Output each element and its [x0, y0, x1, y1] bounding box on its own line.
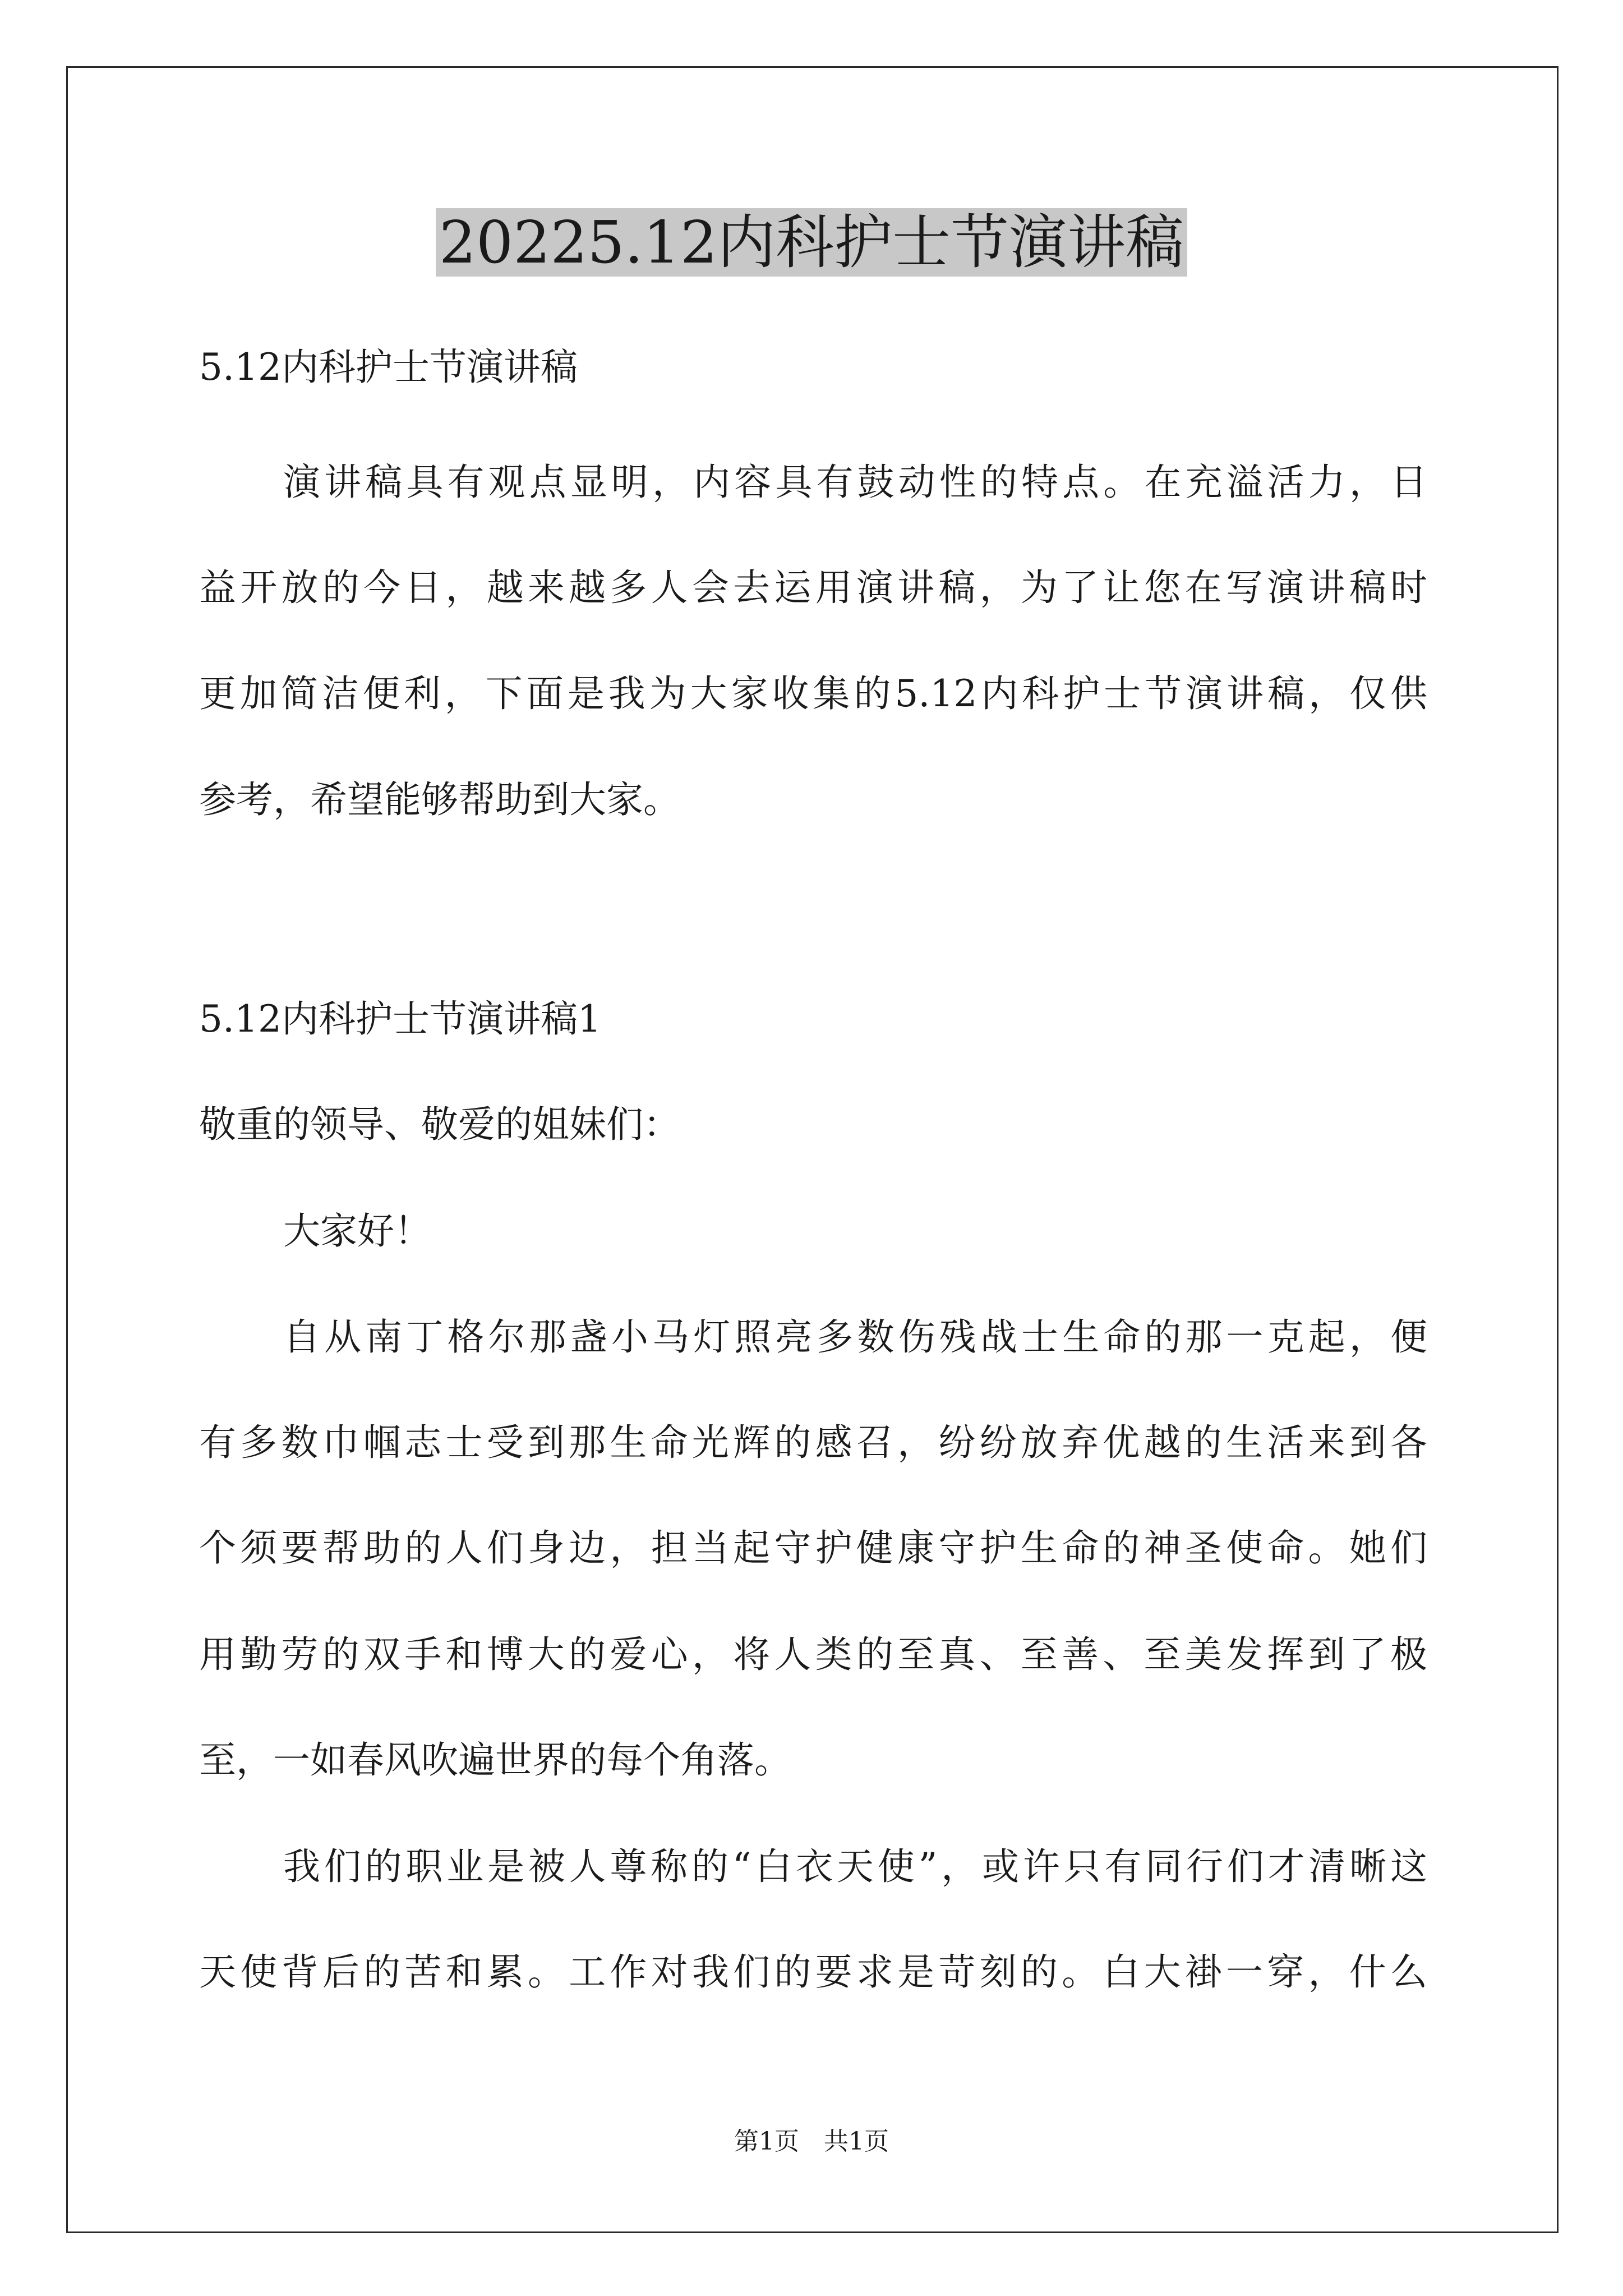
paragraph-2-line-2: 天使背后的苦和累。工作对我们的要求是苛刻的。白大褂一穿，什么 — [199, 1950, 1427, 1994]
section-heading: 5.12内科护士节演讲稿1 — [199, 997, 601, 1041]
document-title — [0, 203, 1623, 282]
greeting-line: 大家好！ — [283, 1209, 431, 1253]
document-title-text: 20225.12内科护士节演讲稿 — [436, 208, 1187, 277]
page-number-footer: 第1页 共1页 — [734, 2127, 889, 2156]
paragraph-1-line-2: 有多数巾帼志士受到那生命光辉的感召，纷纷放弃优越的生活来到各 — [199, 1421, 1427, 1464]
paragraph-1-line-1: 自从南丁格尔那盏小马灯照亮多数伤残战士生命的那一克起，便 — [283, 1315, 1427, 1359]
subtitle-line: 5.12内科护士节演讲稿 — [199, 346, 578, 389]
paragraph-1-line-5: 至，一如春风吹遍世界的每个角落。 — [199, 1738, 791, 1782]
salutation-line: 敬重的领导、敬爱的姐妹们： — [199, 1103, 680, 1146]
paragraph-1-line-3: 个须要帮助的人们身边，担当起守护健康守护生命的神圣使命。她们 — [199, 1526, 1427, 1570]
intro-line-2: 益开放的今日，越来越多人会去运用演讲稿，为了让您在写演讲稿时 — [199, 566, 1427, 609]
intro-line-4: 参考，希望能够帮助到大家。 — [199, 778, 680, 821]
paragraph-1-line-4: 用勤劳的双手和博大的爱心，将人类的至真、至善、至美发挥到了极 — [199, 1633, 1427, 1676]
intro-line-3: 更加简洁便利，下面是我为大家收集的5.12内科护士节演讲稿，仅供 — [199, 672, 1427, 715]
intro-line-1: 演讲稿具有观点显明，内容具有鼓动性的特点。在充溢活力，日 — [283, 461, 1427, 504]
paragraph-2-line-1: 我们的职业是被人尊称的“白衣天使”，或许只有同行们才清晰这 — [283, 1845, 1427, 1888]
